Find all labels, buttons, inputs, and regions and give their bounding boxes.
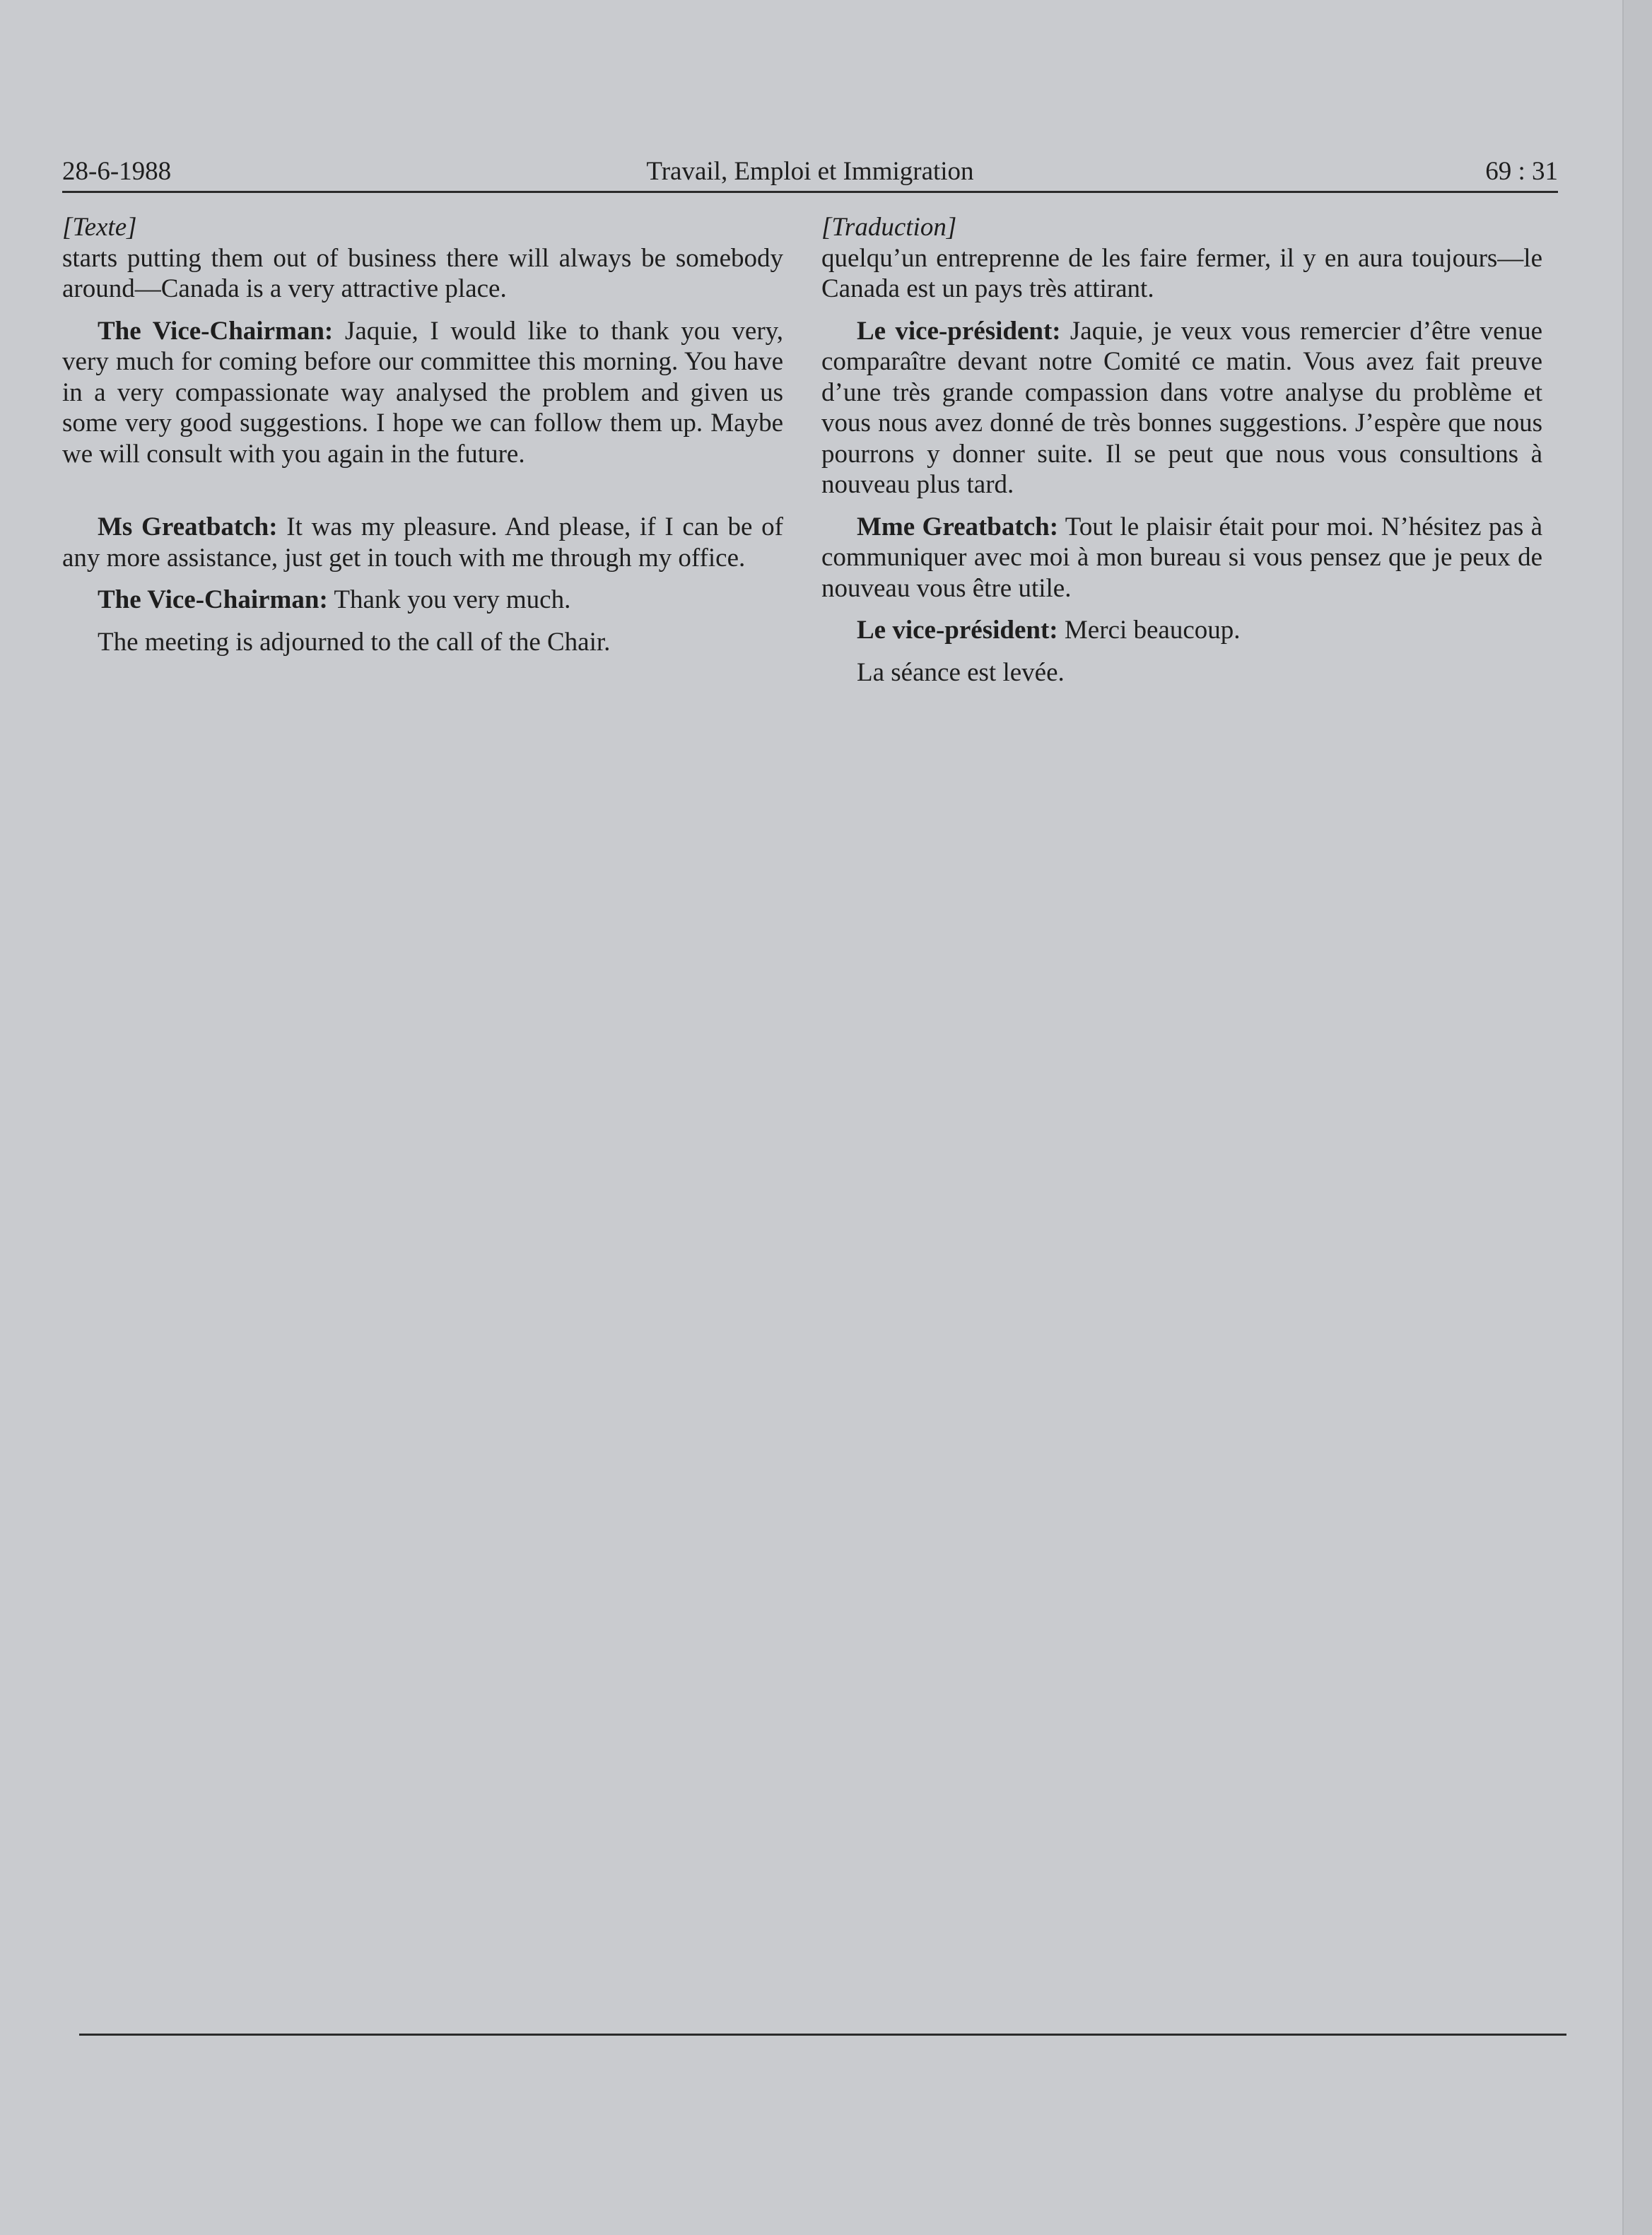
- speaker-name: Le vice-président:: [857, 316, 1061, 346]
- speaker-name: Mme Greatbatch:: [857, 512, 1059, 541]
- paragraph-text: quelqu’un entreprenne de les faire fermer, il y en aura toujours—le Canada est un pays très attirant.: [821, 243, 1542, 303]
- speaker-name: The Vice-Chairman:: [98, 585, 328, 614]
- paragraph-text: La séance est levée.: [857, 657, 1065, 687]
- paragraph-text: Merci beaucoup.: [1058, 616, 1241, 645]
- paragraph-text: Jaquie, I would like to thank you very, very much for coming before our committee this morning. You have in a very compassionate way analysed the problem and given us some very good suggestions. I hope we can follow them up. Maybe we will consult with you again in the future.: [62, 316, 783, 469]
- paragraph-continuation: [821, 243, 1542, 305]
- paragraph-vice-chairman-thanks: [62, 316, 783, 470]
- paragraph-text: starts putting them out of business there will always be somebody around—Canada is a very attractive place.: [62, 243, 783, 303]
- english-column: [62, 212, 783, 669]
- paragraph-vice-chairman-closing: [62, 585, 783, 616]
- header-date: 28-6-1988: [62, 157, 172, 186]
- page-edge-shadow: [1622, 0, 1652, 2235]
- vertical-gap: [62, 481, 783, 512]
- paragraph-text: Jaquie, je veux vous remercier d’être venue comparaître devant notre Comité ce matin. Vous avez fait preuve d’une très grande compassion dans votre analyse du problème et vous nous avez donné de très bonnes suggestions. J’espère que nous pourrons y donner suite. Il se peut que nous vous consultions à nouveau plus tard.: [821, 316, 1542, 499]
- paragraph-continuation: [62, 243, 783, 305]
- paragraph-vice-president-remerciements: [821, 316, 1542, 500]
- paragraph-text: It was my pleasure. And please, if I can be of any more assistance, just get in touch with me through my office.: [62, 512, 783, 573]
- paragraph-adjournment: [62, 627, 783, 658]
- speaker-name: Le vice-président:: [857, 616, 1058, 645]
- paragraph-text: The meeting is adjourned to the call of the Chair.: [98, 627, 611, 657]
- paragraph-greatbatch-reponse: [821, 512, 1542, 604]
- french-column: [821, 212, 1542, 699]
- footer-rule: [79, 2034, 1566, 2036]
- header-page-number: 69 : 31: [1485, 157, 1558, 186]
- header-title: Travail, Emploi et Immigration: [646, 157, 974, 186]
- speaker-name: Ms Greatbatch:: [98, 512, 278, 541]
- paragraph-vice-president-merci: [821, 615, 1542, 646]
- paragraph-seance-levee: [821, 657, 1542, 688]
- speaker-name: The Vice-Chairman:: [98, 316, 334, 346]
- paragraph-text: Thank you very much.: [327, 585, 571, 614]
- paragraph-greatbatch-reply: [62, 512, 783, 573]
- column-label-traduction: [Traduction]: [821, 213, 957, 242]
- column-label-texte: [Texte]: [62, 213, 137, 242]
- paragraph-text: Tout le plaisir était pour moi. N’hésitez pas à communiquer avec moi à mon bureau si vous pensez que je peux de nouveau vous être utile.: [821, 512, 1543, 603]
- running-header: [62, 150, 1558, 193]
